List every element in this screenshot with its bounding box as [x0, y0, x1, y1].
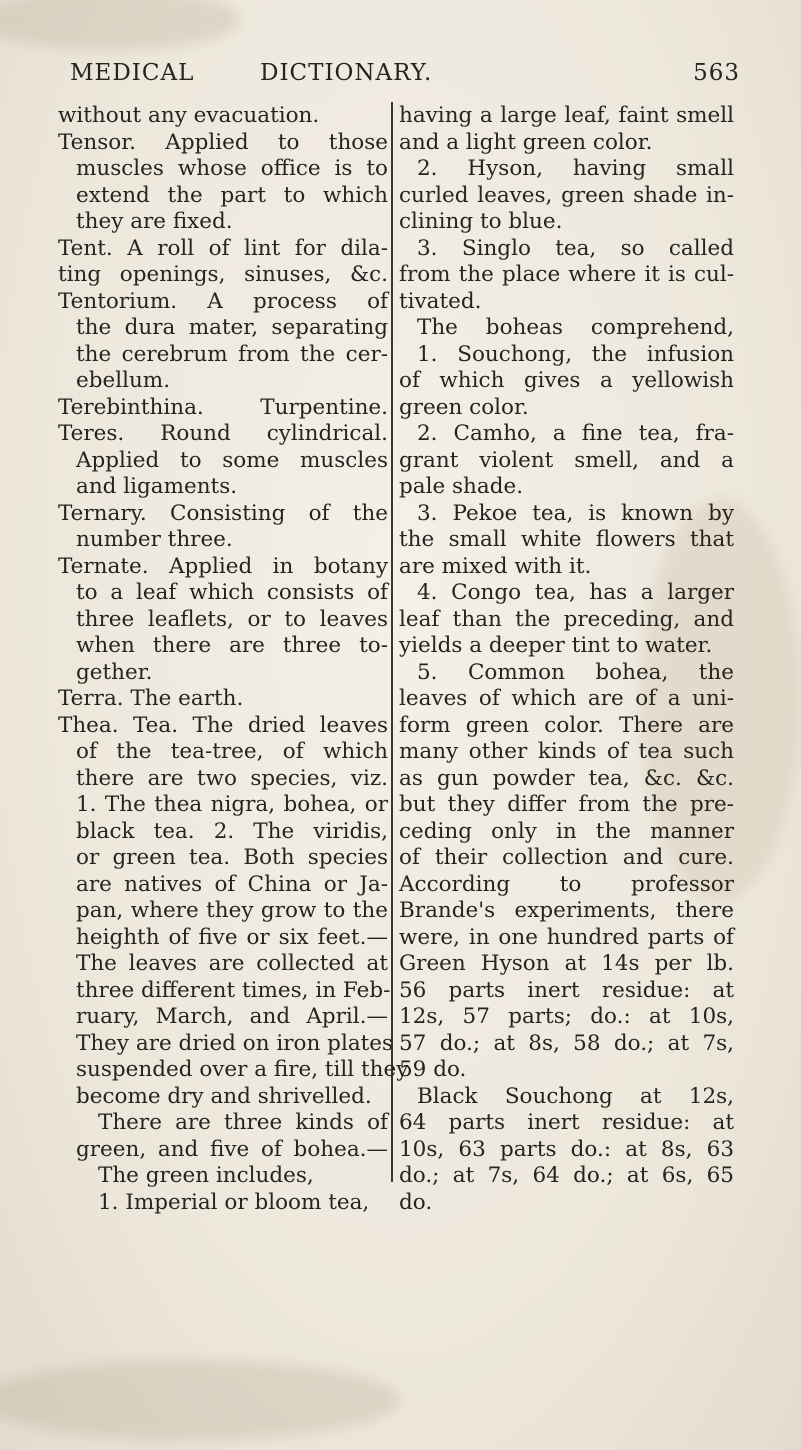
text-line: grant violent smell, and a [399, 447, 734, 473]
text-line: muscles whose office is to [76, 156, 388, 181]
text-line: the dura mater, separating [76, 315, 388, 340]
text-line: 56 parts inert residue: at [399, 977, 734, 1003]
text-line: do. [399, 1189, 433, 1215]
text-line: green, and five of bohea.— [76, 1136, 388, 1162]
text-line: black tea. 2. The viridis, [76, 818, 388, 844]
text-line: They are dried on iron plates [76, 1030, 394, 1056]
text-line: The leaves are collected at [76, 951, 388, 976]
text-line: 3. Singlo tea, so called [417, 235, 734, 261]
text-line: to a leaf which consists of [76, 580, 388, 605]
text-line: extend the part to which [76, 182, 388, 208]
text-line: pan, where they grow to the [76, 898, 388, 923]
text-line: Terra. The earth. [58, 686, 244, 711]
text-line: ceding only in the manner [399, 818, 734, 844]
text-line: 59 do. [399, 1057, 467, 1082]
text-line: having a large leaf, faint smell [399, 103, 734, 128]
text-line: Applied to some muscles [76, 447, 388, 473]
text-line: pale shade. [399, 474, 524, 499]
text-line: were, in one hundred parts of [399, 924, 734, 950]
text-line: from the place where it is cul- [399, 262, 734, 287]
text-line: 3. Pekoe tea, is known by [417, 500, 734, 526]
text-line: the cerebrum from the cer- [76, 341, 388, 367]
text-line: the small white flowers that [399, 527, 734, 552]
text-line: are natives of China or Ja- [76, 871, 388, 897]
right-column [399, 103, 734, 1216]
text-line: many other kinds of tea such [399, 739, 734, 764]
header-title-center: DICTIONARY. [260, 60, 433, 86]
text-line: or green tea. Both species [76, 845, 388, 870]
text-line: green color. [399, 394, 529, 420]
text-line: 2. Camho, a fine tea, fra- [417, 421, 734, 446]
text-line: ruary, March, and April.— [76, 1004, 388, 1029]
text-line: 1. Souchong, the infusion [417, 341, 734, 367]
text-line: as gun powder tea, &c. &c. [399, 765, 734, 791]
text-line: 1. The thea nigra, bohea, or [76, 792, 388, 817]
text-line: become dry and shrivelled. [76, 1083, 372, 1109]
text-line: There are three kinds of [98, 1110, 388, 1135]
text-line: do.; at 7s, 64 do.; at 6s, 65 [399, 1163, 734, 1188]
text-line: clining to blue. [399, 209, 563, 234]
text-line: 5. Common bohea, the [417, 659, 734, 685]
page-number: 563 [693, 60, 740, 86]
text-line: but they differ from the pre- [399, 792, 734, 817]
text-line: ebellum. [76, 368, 171, 393]
text-line: 10s, 63 parts do.: at 8s, 63 [399, 1136, 734, 1162]
column-divider [391, 102, 393, 1182]
text-line: gether. [76, 659, 153, 685]
text-line: Ternary. Consisting of the [58, 500, 388, 526]
text-line: 4. Congo tea, has a larger [417, 580, 734, 605]
text-line: and ligaments. [76, 474, 238, 499]
text-line: 1. Imperial or bloom tea, [98, 1189, 370, 1215]
text-line: of which gives a yellowish [399, 368, 734, 393]
text-line: Black Souchong at 12s, [417, 1083, 734, 1109]
text-line: curled leaves, green shade in- [399, 182, 734, 208]
text-line: there are two species, viz. [76, 765, 388, 791]
text-line: heighth of five or six feet.— [76, 924, 388, 950]
paper-stain [0, 1360, 400, 1440]
text-line: 2. Hyson, having small [417, 156, 734, 181]
text-line: without any evacuation. [58, 103, 320, 128]
text-line: three different times, in Feb- [76, 977, 391, 1003]
text-line: Tentorium. A process of [58, 288, 388, 314]
text-line: Ternate. Applied in botany [58, 553, 388, 579]
header-title-left: MEDICAL [70, 60, 195, 86]
text-line: form green color. There are [399, 712, 734, 738]
text-line: According to professor [399, 871, 734, 897]
text-line: of their collection and cure. [399, 845, 734, 870]
text-line: ting openings, sinuses, &c. [58, 262, 388, 287]
text-line: leaves of which are of a uni- [399, 686, 734, 711]
text-line: number three. [76, 527, 233, 552]
text-line: suspended over a fire, till they [76, 1057, 409, 1082]
running-header [60, 60, 740, 100]
text-line: of the tea-tree, of which [76, 739, 388, 764]
text-line: Green Hyson at 14s per lb. [399, 951, 734, 976]
text-line: Thea. Tea. The dried leaves [58, 712, 388, 738]
paper-stain [0, 0, 240, 50]
text-line: The boheas comprehend, [417, 315, 734, 340]
text-line: leaf than the preceding, and [399, 606, 734, 632]
text-line: are mixed with it. [399, 553, 592, 579]
text-line: Teres. Round cylindrical. [58, 421, 388, 446]
text-line: 57 do.; at 8s, 58 do.; at 7s, [399, 1030, 734, 1056]
text-line: three leaflets, or to leaves [76, 606, 388, 632]
text-line: tivated. [399, 288, 482, 314]
text-line: The green includes, [98, 1163, 314, 1188]
text-line: Tent. A roll of lint for dila- [58, 235, 388, 261]
text-line: Brande's experiments, there [399, 898, 734, 923]
text-line: Tensor. Applied to those [58, 129, 388, 155]
text-line: 64 parts inert residue: at [399, 1110, 734, 1135]
text-line: Terebinthina. Turpentine. [58, 394, 388, 420]
left-column [58, 103, 409, 1216]
text-line: they are fixed. [76, 209, 233, 234]
text-line: 12s, 57 parts; do.: at 10s, [399, 1004, 734, 1029]
text-line: when there are three to- [76, 633, 388, 658]
text-line: yields a deeper tint to water. [399, 633, 713, 658]
text-line: and a light green color. [399, 129, 653, 155]
